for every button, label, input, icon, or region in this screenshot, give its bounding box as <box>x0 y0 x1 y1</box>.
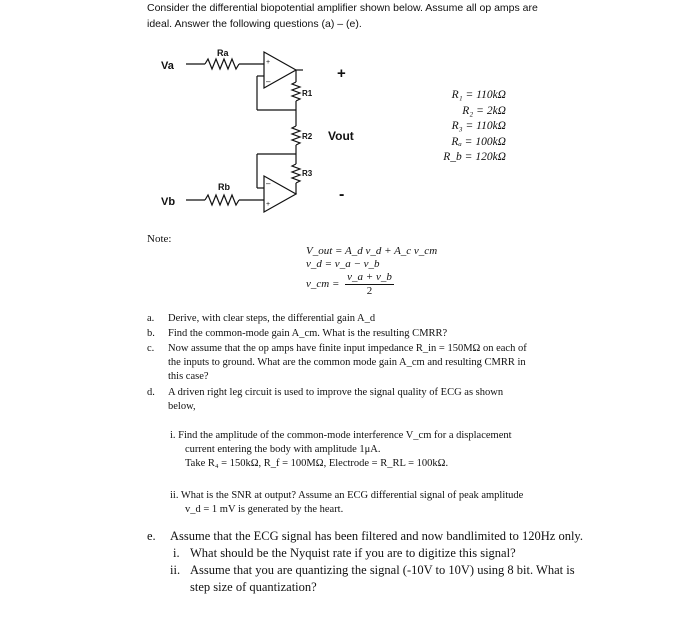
bottom-opamp-plus: + <box>266 201 271 208</box>
equation-vcm <box>306 271 456 298</box>
question-a <box>147 312 587 328</box>
question-d-i-line-3: Take R₄ = 150kΩ, R_f = 100MΩ, Electrode = R_RL = 100kΩ. <box>185 458 449 469</box>
ra-resistor <box>205 59 239 69</box>
question-d-ii-line-1: ii. What is the SNR at output? Assume an ECG differential signal of peak amplitude <box>170 490 524 501</box>
component-values <box>410 88 506 166</box>
question-e-i-text: What should be the Nyquist rate if you are to digitize this signal? <box>190 546 516 560</box>
rb-label: Rb <box>218 182 230 192</box>
question-d-ii-line-2: v_d = 1 mV is generated by the heart. <box>185 504 344 515</box>
question-c-line-3: this case? <box>168 371 209 382</box>
value-r2: R₂ = 2kΩ <box>462 104 506 117</box>
rb-resistor <box>205 195 239 205</box>
r2-label: R2 <box>302 132 313 141</box>
vout-label: Vout <box>328 129 354 143</box>
equation-vcm-denominator: 2 <box>366 285 373 297</box>
note-equations <box>306 245 456 298</box>
question-d-line-2: below, <box>168 401 196 412</box>
question-d-part-ii <box>170 489 610 519</box>
note-label: Note: <box>147 233 172 245</box>
value-r3: R₃ = 110kΩ <box>451 120 506 132</box>
question-a-text: Derive, with clear steps, the differential gain A_d <box>168 313 376 324</box>
circuit-diagram <box>0 0 700 231</box>
question-e-label: e. <box>147 529 156 543</box>
equation-vcm-numerator: v_a + v_b <box>347 271 392 283</box>
value-rb: R_b = 120kΩ <box>443 151 506 163</box>
question-e-ii-line-2: step size of quantization? <box>190 580 317 594</box>
question-c <box>147 342 607 386</box>
r1-resistor <box>292 82 300 101</box>
r2-resistor <box>292 126 300 145</box>
vout-plus-sign: + <box>337 65 346 82</box>
intro-line-1: Consider the differential biopotential amplifier shown below. Assume all op amps are <box>147 2 538 14</box>
top-opamp-plus: + <box>266 59 271 66</box>
question-e <box>147 528 647 598</box>
equation-vcm-fraction <box>345 271 394 298</box>
top-opamp-minus: – <box>266 77 271 86</box>
ra-label: Ra <box>217 48 229 58</box>
equation-vd: v_d = v_a − v_b <box>306 258 380 270</box>
question-d-i-line-1: i. Find the amplitude of the common-mode interference V_cm for a displacement <box>170 430 512 441</box>
question-d-part-i <box>170 429 610 475</box>
question-c-line-2: the inputs to ground. What are the common mode gain A_cm and resulting CMRR in <box>168 357 526 368</box>
vb-label: Vb <box>161 196 176 208</box>
question-b-label: b. <box>147 328 155 339</box>
question-b <box>147 327 587 343</box>
question-c-line-1: Now assume that the op amps have finite input impedance R_in = 150MΩ on each of <box>168 343 527 354</box>
question-a-label: a. <box>147 313 155 324</box>
value-r1: R₁ = 110kΩ <box>451 89 506 101</box>
question-d <box>147 386 607 416</box>
r3-resistor <box>292 164 300 183</box>
intro-line-2: ideal. Answer the following questions (a) – (e). <box>147 18 362 30</box>
question-e-ii-line-1: Assume that you are quantizing the signal (-10V to 10V) using 8 bit. What is <box>190 563 575 577</box>
question-d-label: d. <box>147 387 155 398</box>
question-e-text: Assume that the ECG signal has been filtered and now bandlimited to 120Hz only. <box>170 529 583 543</box>
r3-label: R3 <box>302 169 313 178</box>
question-e-ii-label: ii. <box>170 563 181 577</box>
bottom-opamp-minus: – <box>266 179 271 188</box>
question-b-text: Find the common-mode gain A_cm. What is the resulting CMRR? <box>168 328 448 339</box>
vout-minus-sign: - <box>339 186 345 203</box>
question-c-label: c. <box>147 343 155 354</box>
r1-label: R1 <box>302 89 313 98</box>
equation-vcm-lhs: v_cm = <box>306 278 340 291</box>
question-d-line-1: A driven right leg circuit is used to improve the signal quality of ECG as shown <box>168 387 504 398</box>
value-ra: Rₐ = 100kΩ <box>451 135 506 148</box>
question-d-i-line-2: current entering the body with amplitude 1μA. <box>185 444 381 455</box>
question-e-i-label: i. <box>173 546 180 560</box>
va-label: Va <box>161 60 174 72</box>
equation-vout: V_out = A_d v_d + A_c v_cm <box>306 245 438 257</box>
